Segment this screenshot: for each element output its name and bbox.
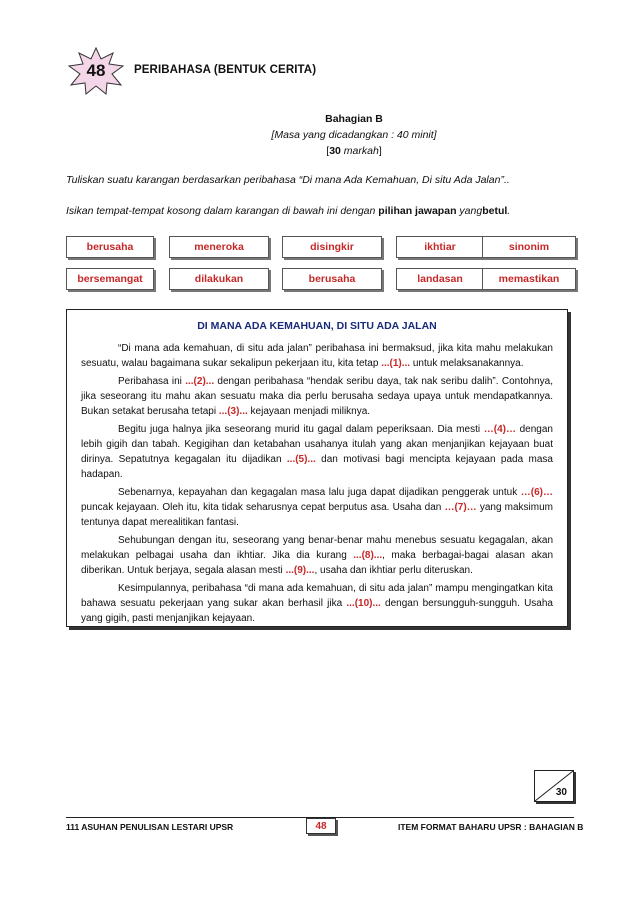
score-box — [534, 770, 574, 802]
passage-box — [66, 309, 568, 627]
passage-paragraph: Kesimpulannya, peribahasa “di mana ada kemahuan, di situ ada jalan” mampu mengingatkan kita bahawa sesuatu pekerjaan yang sukar akan berhasil jika ...(10)... dengan bersungguh-sungguh. Usaha yang gigih, pasti menjanjikan kejayaan. — [81, 583, 553, 624]
lesson-number: 48 — [86, 61, 106, 80]
word-choice: landasan — [396, 268, 484, 290]
blank-10: ...(10)... — [346, 598, 381, 609]
section-marks: [30 markah] — [326, 145, 382, 157]
score-total: 30 — [555, 787, 567, 798]
blank-9: ...(9)... — [285, 565, 315, 576]
blank-2: ...(2)... — [185, 376, 215, 387]
passage-paragraph: Peribahasa ini ...(2)... dengan peribahasa “hendak seribu daya, tak nak seribu dalih”. Contohnya, jika seseorang itu mahu akan sesuatu maka dia perlu berusaha sedaya upaya untuk mendapatkannya. Bukan setakat berusaha tetapi ...(3)... kejayaan menjadi miliknya. — [81, 376, 553, 417]
passage-title: DI MANA ADA KEMAHUAN, DI SITU ADA JALAN — [197, 320, 437, 332]
blank-6: …(6)… — [520, 487, 553, 498]
blank-8: ...(8)... — [353, 550, 383, 561]
blank-1: ...(1)... — [381, 358, 411, 369]
word-choice: berusaha — [282, 268, 382, 290]
passage-paragraph: Sebenarnya, kepayahan dan kegagalan masa lalu juga dapat dijadikan penggerak untuk …(6)… puncak kejayaan. Oleh itu, kita tidak seharusnya cepat berputus asa. Usaha dan …(7)… yang maksimum tentunya dapat merealitikan fantasi. — [81, 487, 553, 528]
section-time: [Masa yang dicadangkan : 40 minit] — [271, 129, 437, 141]
word-choice: dilakukan — [169, 268, 269, 290]
footer-book-title: 111 ASUHAN PENULISAN LESTARI UPSR — [66, 822, 234, 832]
word-choice: disingkir — [282, 236, 382, 258]
word-choice: ikhtiar — [396, 236, 484, 258]
instruction-compose: Tuliskan suatu karangan berdasarkan peribahasa “Di mana Ada Kemahuan, Di situ Ada Jalan”.. — [66, 174, 510, 186]
page-number: 48 — [306, 818, 336, 834]
lesson-number-badge — [68, 47, 124, 95]
blank-5: ...(5)... — [286, 454, 316, 465]
lesson-title: PERIBAHASA (BENTUK CERITA) — [134, 64, 317, 76]
diagonal-divider-icon — [535, 771, 573, 801]
section-heading — [0, 111, 638, 159]
blank-7: …(7)… — [444, 502, 477, 513]
passage-paragraph: Begitu juga halnya jika seseorang murid itu gagal dalam peperiksaan. Dia mesti …(4)… dengan lebih gigih dan tabah. Kegigihan dan ketabahan usahanya itulah yang akan menjanjikan kejayaan buat dirinya. Sepatutnya kegagalan itu dijadikan ...(5)... dan motivasi bagi mencipta kejayaan pada masa hadapan. — [81, 424, 553, 480]
blank-4: …(4)… — [483, 424, 516, 435]
section-part: Bahagian B — [325, 113, 383, 125]
word-choice: meneroka — [169, 236, 269, 258]
word-choice: memastikan — [482, 268, 576, 290]
blank-3: ...(3)... — [218, 406, 248, 417]
footer-section-label: ITEM FORMAT BAHARU UPSR : BAHAGIAN B — [398, 822, 584, 832]
word-choice: berusaha — [66, 236, 154, 258]
instruction-fill: Isikan tempat-tempat kosong dalam karangan di bawah ini dengan pilihan jawapan yangbetul. — [66, 205, 511, 217]
passage-paragraph: “Di mana ada kemahuan, di situ ada jalan” peribahasa ini bermaksud, jika kita mahu melakukan sesuatu, walau bagaimana sukar sekalipun pekerjaan itu, kita tetap ...(1)... untuk melaksanakannya. — [81, 343, 553, 369]
word-choice: sinonim — [482, 236, 576, 258]
passage-paragraph: Sehubungan dengan itu, seseorang yang benar-benar mahu menebus sesuatu kegagalan, akan melakukan pelbagai usaha dan ikhtiar. Jika dia kurang ...(8)..., maka berbagai-bagai alasan akan diberikan. Untuk berjaya, segala alasan mesti ...(9)..., usaha dan ikhtiar perlu diteruskan. — [81, 535, 554, 576]
word-choice: bersemangat — [66, 268, 154, 290]
